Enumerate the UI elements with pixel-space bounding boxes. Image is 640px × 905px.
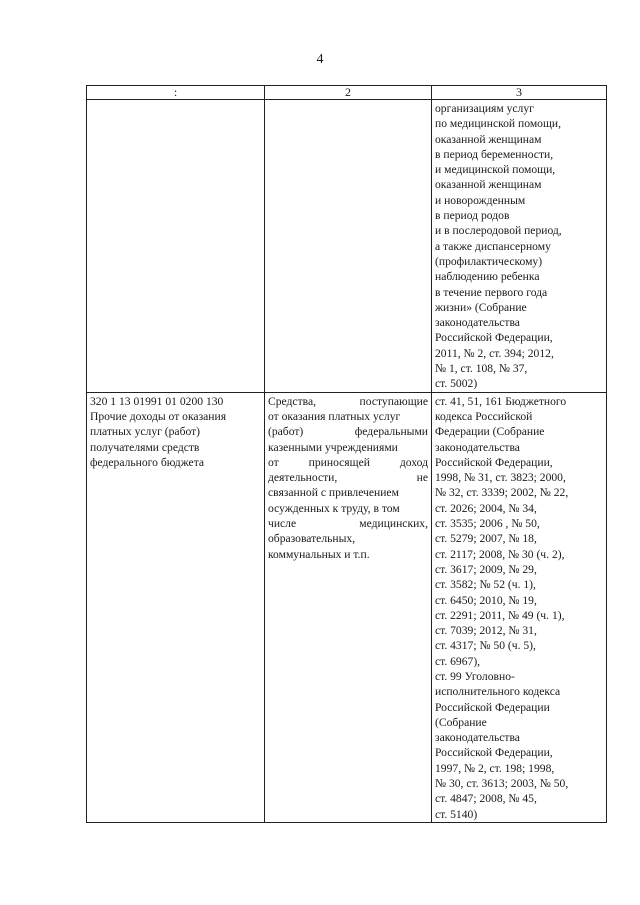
- cell-text-line: ст. 3535; 2006 , № 50,: [435, 517, 540, 531]
- cell-text-line: федерального бюджета: [90, 455, 205, 469]
- cell-text-line: (Собрание: [435, 715, 487, 729]
- cell-text-line: ст. 4847; 2008, № 45,: [435, 792, 537, 806]
- cell-text-line: ст. 7039; 2012, № 31,: [435, 624, 537, 638]
- cell-text-line: от оказания платных услуг: [268, 409, 401, 423]
- cell-text-line: ст. 3617; 2009, № 29,: [435, 562, 537, 576]
- cell-text-line: исполнительного кодекса: [435, 685, 561, 699]
- cell-text-line: № 30, ст. 3613; 2003, № 50,: [435, 777, 569, 791]
- cell-text-line: (работ) федеральными: [268, 425, 428, 439]
- cell-text-line: ст. 4317; № 50 (ч. 5),: [435, 639, 536, 653]
- cell-text-line: и в послеродовой период,: [435, 224, 562, 238]
- cell-text-line: законодательства: [435, 316, 520, 330]
- cell-text-line: оказанной женщинам: [435, 132, 542, 146]
- cell-text-line: Российской Федерации,: [435, 331, 553, 345]
- cell-text-line: ст. 3582; № 52 (ч. 1),: [435, 578, 536, 592]
- cell-text-line: казенными учреждениями: [268, 440, 398, 454]
- cell-text-line: ст. 5140): [435, 807, 478, 821]
- cell-text-line: Российской Федерации,: [435, 746, 553, 760]
- cell-text-line: Средства, поступающие: [268, 394, 428, 408]
- cell-text-line: наблюдению ребенка: [435, 270, 540, 284]
- row2-col2-cell: [265, 392, 432, 822]
- cell-text-line: ст. 99 Уголовно-: [435, 669, 515, 683]
- cell-text-line: 2011, № 2, ст. 394; 2012,: [435, 346, 554, 360]
- table-row: [87, 392, 607, 822]
- row2-col1-cell: [87, 392, 265, 822]
- cell-text-line: получателями средств: [90, 440, 200, 454]
- cell-text-line: связанной с привлечением: [268, 486, 399, 500]
- cell-text-line: ст. 5279; 2007, № 18,: [435, 532, 537, 546]
- cell-text-line: ст. 41, 51, 161 Бюджетного: [435, 394, 567, 408]
- cell-text-line: ст. 2026; 2004, № 34,: [435, 501, 537, 515]
- row2-col3-cell: [432, 392, 607, 822]
- cell-text-line: ст. 6450; 2010, № 19,: [435, 593, 537, 607]
- cell-text-line: (профилактическому): [435, 254, 543, 268]
- cell-text-line: ст. 2291; 2011, № 49 (ч. 1),: [435, 608, 565, 622]
- cell-text-line: Российской Федерации: [435, 700, 550, 714]
- cell-text-line: а также диспансерному: [435, 239, 551, 253]
- cell-text-line: по медицинской помощи,: [435, 117, 561, 131]
- cell-text-line: платных услуг (работ): [90, 425, 201, 439]
- cell-text-line: осужденных к труду, в том: [268, 501, 400, 515]
- cell-text-line: законодательства: [435, 731, 520, 745]
- row1-col3-cell: [432, 100, 607, 393]
- cell-text-line: ст. 5002): [435, 377, 478, 391]
- cell-text-line: ст. 2117; 2008, № 30 (ч. 2),: [435, 547, 565, 561]
- cell-text-line: Прочие доходы от оказания: [90, 409, 227, 423]
- cell-text-line: и медицинской помощи,: [435, 163, 556, 177]
- column-header-2: 2: [265, 86, 432, 100]
- row1-col2-cell: [265, 100, 432, 393]
- cell-text-line: 1998, № 31, ст. 3823; 2000,: [435, 471, 566, 485]
- cell-text-line: и новорожденным: [435, 193, 526, 207]
- cell-text-line: жизни» (Собрание: [435, 300, 527, 314]
- cell-text-line: Федерации (Собрание: [435, 425, 545, 439]
- table-header-row: [87, 86, 607, 100]
- cell-text-line: 1997, № 2, ст. 198; 1998,: [435, 761, 555, 775]
- cell-text-line: № 32, ст. 3339; 2002, № 22,: [435, 486, 569, 500]
- cell-text-line: ст. 6967),: [435, 654, 481, 668]
- column-header-1: :: [87, 86, 265, 100]
- cell-text-line: № 1, ст. 108, № 37,: [435, 362, 528, 376]
- page-number: 4: [316, 52, 324, 67]
- cell-text-line: организациям услуг: [435, 102, 534, 115]
- column-header-3: 3: [432, 86, 607, 100]
- table-row: [87, 100, 607, 393]
- cell-text-line: 320 1 13 01991 01 0200 130: [90, 394, 224, 408]
- cell-text-line: Российской Федерации,: [435, 455, 553, 469]
- cell-text-line: коммунальных и т.п.: [268, 547, 370, 561]
- cell-text-line: оказанной женщинам: [435, 178, 542, 192]
- cell-text-line: законодательства: [435, 440, 520, 454]
- cell-text-line: числе медицинских,: [268, 517, 428, 531]
- row1-col1-cell: [87, 100, 265, 393]
- cell-text-line: в течение первого года: [435, 285, 548, 299]
- cell-text-line: кодекса Российской: [435, 409, 533, 423]
- cell-text-line: образовательных,: [268, 532, 356, 546]
- cell-text-line: деятельности, не: [268, 471, 428, 485]
- cell-text-line: в период родов: [435, 209, 510, 223]
- document-table: [86, 85, 607, 823]
- cell-text-line: от приносящей доход: [268, 455, 428, 469]
- cell-text-line: в период беременности,: [435, 147, 554, 161]
